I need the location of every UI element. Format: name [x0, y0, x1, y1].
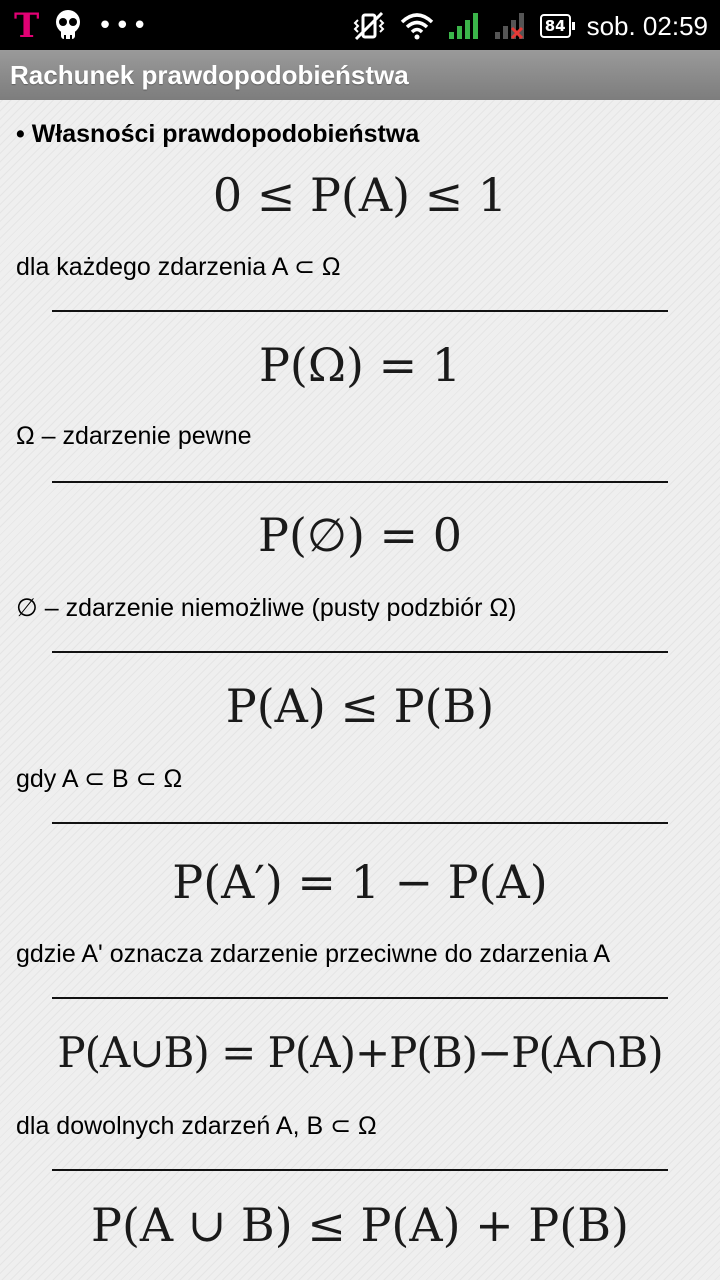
- divider: [52, 481, 668, 483]
- section-heading: • Własności prawdopodobieństwa: [16, 120, 420, 148]
- vibrate-off-icon: [352, 11, 386, 41]
- formula: P(A ∪ B) ≤ P(A) + P(B): [91, 1198, 629, 1252]
- signal-bars-icon: [448, 12, 480, 40]
- formula-description: gdzie A' oznacza zdarzenie przeciwne do zdarzenia A: [16, 940, 611, 968]
- formula: P(A∪B) = P(A)+P(B)−P(A∩B): [57, 1028, 663, 1077]
- page-title: Rachunek prawdopodobieństwa: [10, 60, 409, 90]
- wifi-icon: [400, 12, 434, 40]
- battery-indicator: 84: [540, 14, 571, 38]
- divider: [52, 651, 668, 653]
- divider: [52, 1169, 668, 1171]
- formula-description: dla dowolnych zdarzeń A, B ⊂ Ω: [16, 1112, 377, 1140]
- formula-description: dla każdego zdarzenia A ⊂ Ω: [16, 253, 341, 281]
- formula-description: Ω – zdarzenie pewne: [16, 422, 252, 450]
- divider: [52, 822, 668, 824]
- clock: sob. 02:59: [586, 10, 708, 41]
- formula: P(Ω) = 1: [258, 338, 462, 392]
- signal-no-service-icon: [494, 12, 526, 40]
- formula: P(A′) = 1 − P(A): [172, 855, 548, 909]
- ellipsis-icon: •••: [97, 11, 150, 41]
- divider: [52, 310, 668, 312]
- t-mobile-logo: T: [14, 6, 40, 46]
- formula-description: gdy A ⊂ B ⊂ Ω: [16, 765, 183, 793]
- formula: P(A) ≤ P(B): [225, 679, 495, 733]
- skull-icon: [53, 9, 83, 43]
- app-title-bar: [0, 50, 720, 100]
- formula: 0 ≤ P(A) ≤ 1: [212, 168, 508, 222]
- formula: P(∅) = 0: [258, 508, 462, 562]
- divider: [52, 997, 668, 999]
- formula-description: ∅ – zdarzenie niemożliwe (pusty podzbiór Ω): [16, 594, 517, 622]
- status-bar: [0, 0, 720, 50]
